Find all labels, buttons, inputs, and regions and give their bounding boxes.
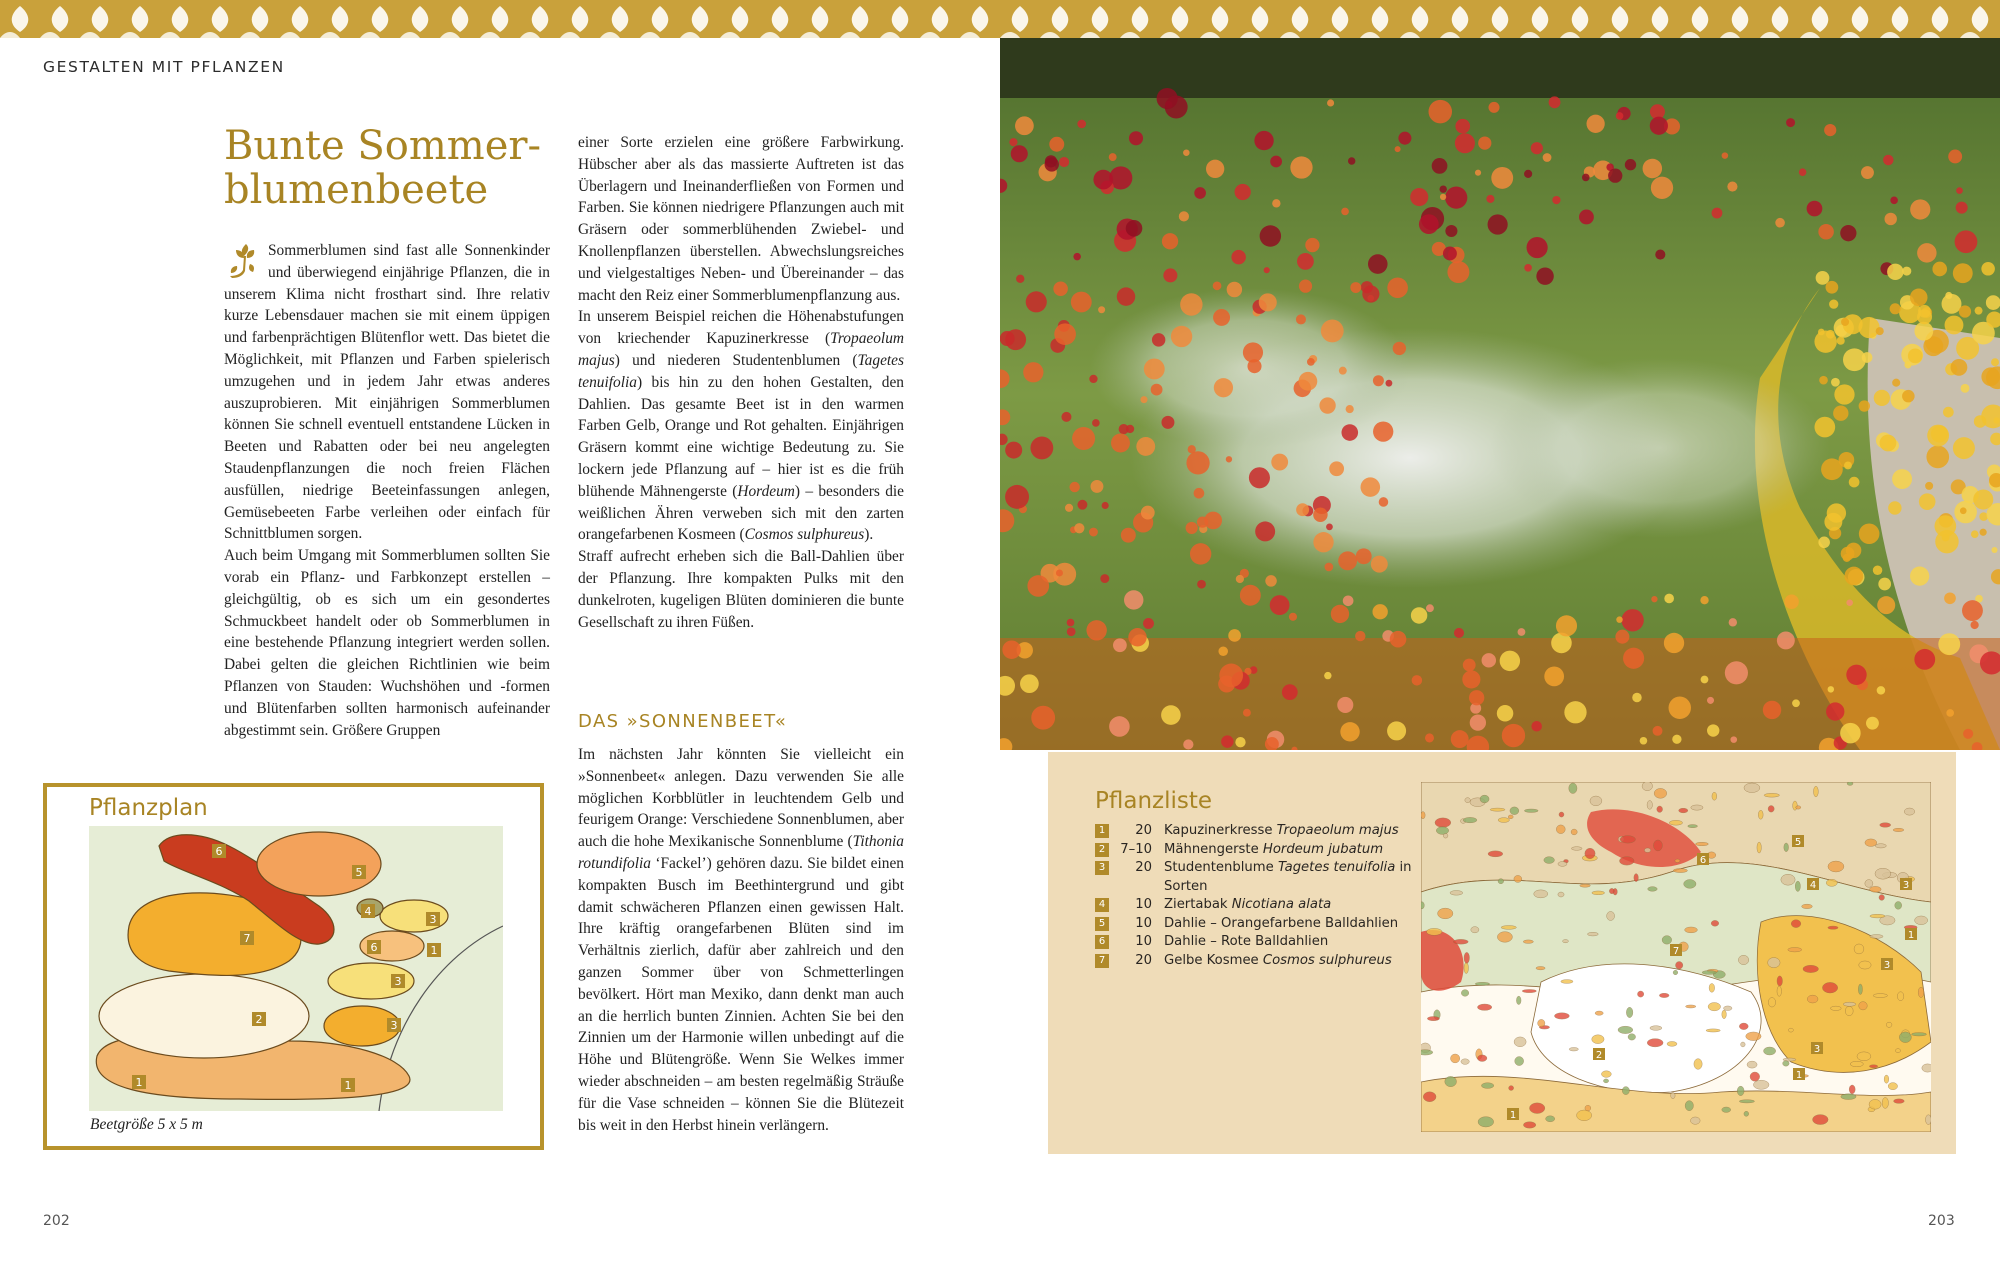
page-number-right: 203 — [1928, 1213, 1955, 1229]
plant-list-heading: Pflanzliste — [1095, 788, 1213, 814]
plant-number-badge: 2 — [1095, 843, 1109, 857]
decorative-top-border — [0, 0, 2000, 38]
sketch-label: 3 — [1902, 880, 1910, 891]
col3-paragraph: Im nächsten Jahr könnten Sie vielleicht ein »Sonnenbeet« anlegen. Dazu verwenden Sie alle möglichen Korbblütler in leuchtendem Gelb und feurigem Orange: Verschiedene Sonnenblumen, aber auch die hohe Mexikanische Sonnenblume (Tithonia rotundifolia ‘Fackel’) gehören dazu. Sie bildet einen kompakten Busch im Beethintergrund und gibt damit schwächeren Pflanzen einen gewissen Halt. Ihre kräftig orangefarbenen Blüten sind im Verhältnis zierlich, dafür aber zahlreich und den ganzen Sommer über von Schmetterlingen bevölkert. Hört man Mexiko, dann denkt man auch an die herrlich bunten Zinnien. Achten Sie bei den Zinnien um der Harmonie willen unbedingt auf die Höhe und Blütengröße. Wenn Sie Welkes immer wieder abschneiden – am besten regelmäßig Sträuße für die Vase schneiden – können Sie die Blütezeit bis weit in den Herbst hinein verlängern. — [578, 746, 904, 1134]
plant-number-badge: 4 — [1095, 898, 1109, 912]
title-line-1: Bunte Sommer- — [224, 123, 542, 169]
plan-label: 3 — [390, 1019, 398, 1032]
plant-list — [1095, 822, 1415, 970]
plant-list-item — [1095, 915, 1415, 934]
plant-quantity: 20 — [1135, 860, 1152, 875]
plan-label: 3 — [429, 913, 437, 926]
plant-name: Dahlie – Orangefarbene Balldahlien — [1164, 915, 1399, 931]
plant-quantity: 10 — [1135, 897, 1152, 912]
section-subhead: DAS »SONNENBEET« — [578, 711, 788, 732]
plan-label: 1 — [135, 1076, 143, 1089]
plant-list-item — [1095, 841, 1415, 860]
sketch-label: 3 — [1883, 960, 1891, 971]
text-column-1 — [224, 240, 550, 741]
plant-quantity: 20 — [1135, 952, 1152, 968]
col1-paragraph-1: Sommerblumen sind fast alle Sonnenkinder und überwiegend einjährige Pflanzen, die in unserem Klima nicht frosthart sind. Ihre relativ kurze Lebensdauer machen sie mit einem üppigen und farbenprächtigen Blütenflor wett. Das bietet die Möglichkeit, mit Pflanzen und Farben spielerisch umzugehen und in jedem Jahr etwas anderes auszuprobieren. Mit einjährigen Sommerblumen können Sie schnell eventuell entstandene Lücken in Beeten und Rabatten oder bei neu angelegten Staudenpflanzungen die noch freien Flächen ausfüllen, niedrige Beeteinfassungen anlegen, Gemüsebeeten Farbe verleihen oder einfach für Schnittblumen sorgen. — [224, 242, 550, 543]
sketch-label: 3 — [1813, 1044, 1821, 1055]
plant-name: Dahlie – Rote Balldahlien — [1164, 934, 1329, 949]
sketch-label: 7 — [1672, 946, 1680, 957]
sketch-label: 1 — [1795, 1070, 1803, 1081]
col2-paragraph-1: einer Sorte erzielen eine größere Farbwirkung. Hübscher aber als das massierte Auftreten ist das Überlagern und Ineinanderfließen von Formen und Farben. Sie können niedrigere Pflanzungen auch mit Gräsern oder sommerblühenden Zwiebel- und Knollenpflanzen überstellen. Abwechslungsreiches und vielgestaltiges Neben- und Übereinander – das macht den Reiz einer Sommerblumenpflanzung aus. — [578, 134, 904, 304]
plant-list-item — [1095, 933, 1415, 952]
plant-name: Studentenblume Tagetes tenuifolia in Sorten — [1164, 860, 1412, 894]
plant-name: Ziertabak Nicotiana alata — [1164, 897, 1332, 912]
planting-sketch — [1421, 782, 1931, 1132]
sketch-label: 1 — [1907, 930, 1915, 941]
plant-list-item — [1095, 859, 1415, 896]
plant-number-badge: 7 — [1095, 954, 1109, 968]
planting-plan-heading: Pflanzplan — [89, 795, 208, 821]
sketch-label: 4 — [1809, 880, 1817, 891]
summer-flower-bed-photo — [1000, 38, 2000, 750]
plant-number-badge: 5 — [1095, 917, 1109, 931]
plan-label: 4 — [364, 905, 372, 918]
plan-label: 7 — [243, 932, 251, 945]
sketch-label: 2 — [1595, 1050, 1603, 1061]
col2-paragraph-3: Straff aufrecht erheben sich die Ball-Dahlien über der Pflanzung. Ihre kompakten Pulks mit den dunkelroten, kugeligen Blüten dominieren die bunte Gesellschaft zu ihren Füßen. — [578, 548, 904, 631]
text-column-3 — [578, 744, 904, 1136]
plant-quantity: 10 — [1135, 915, 1152, 931]
plant-number-badge: 3 — [1095, 861, 1109, 875]
plan-label: 6 — [215, 845, 223, 858]
plan-label: 1 — [430, 944, 438, 957]
plant-name: Mähnengerste Hordeum jubatum — [1164, 841, 1384, 857]
sketch-label: 6 — [1699, 855, 1707, 866]
plan-label: 3 — [394, 975, 402, 988]
page-number-left: 202 — [43, 1213, 70, 1229]
plant-quantity: 10 — [1135, 934, 1152, 949]
plant-name: Gelbe Kosmee Cosmos sulphureus — [1164, 952, 1392, 968]
sketch-label: 1 — [1509, 1110, 1517, 1121]
plant-list-item — [1095, 822, 1415, 841]
col2-paragraph-2: In unserem Beispiel reichen die Höhenabstufungen von kriechender Kapuzinerkresse (Tropaeolum majus) und niederen Studentenblumen (Tagetes tenuifolia) bis hin zu den hohen Gestalten, den Dahlien. Das gesamte Beet ist in den warmen Farben Gelb, Orange und Rot gehalten. Einjährigen Gräsern kommt eine wichtige Bedeutung zu. Sie lockern jede Pflanzung auf – hier ist es die früh blühende Mähnengerste (Hordeum) – besonders die weißlichen Ähren verweben sich mit den zarten orangefarbenen Kosmeen (Cosmos sulphureus). — [578, 308, 905, 544]
plan-label: 5 — [355, 866, 363, 879]
title-line-2: blumenbeete — [224, 167, 489, 213]
plant-list-item — [1095, 952, 1415, 971]
plant-number-badge: 6 — [1095, 935, 1109, 949]
planting-plan-diagram — [89, 826, 503, 1111]
plant-number-badge: 1 — [1095, 824, 1109, 838]
planting-plan-caption: Beetgröße 5 x 5 m — [90, 1116, 203, 1133]
page-title — [224, 124, 554, 212]
plan-label: 6 — [370, 941, 378, 954]
running-head: GESTALTEN MIT PFLANZEN — [43, 58, 285, 76]
plan-label: 1 — [344, 1079, 352, 1092]
plan-label: 2 — [255, 1013, 263, 1026]
plant-quantity: 20 — [1135, 823, 1152, 838]
col1-paragraph-2: Auch beim Umgang mit Sommerblumen sollten Sie vorab ein Pflanz- und Farbkonzept erstellen – gleichgültig, ob es sich um ein gesondertes Schmuckbeet handelt oder ob Sommerblumen in eine bestehende Pflanzung integriert werden sollen. Dabei gelten die gleichen Richtlinien wie beim Pflanzen von Stauden: Wuchshöhen und -formen und Blütenfarben sollten harmonisch aufeinander abgestimmt sein. Größere Gruppen — [224, 547, 550, 739]
plant-name: Kapuzinerkresse Tropaeolum majus — [1164, 823, 1399, 838]
plant-list-item — [1095, 896, 1415, 915]
plant-quantity: 7–10 — [1120, 841, 1152, 857]
sketch-label: 5 — [1794, 837, 1802, 848]
text-column-2 — [578, 132, 904, 633]
fleuron-icon — [224, 240, 264, 282]
